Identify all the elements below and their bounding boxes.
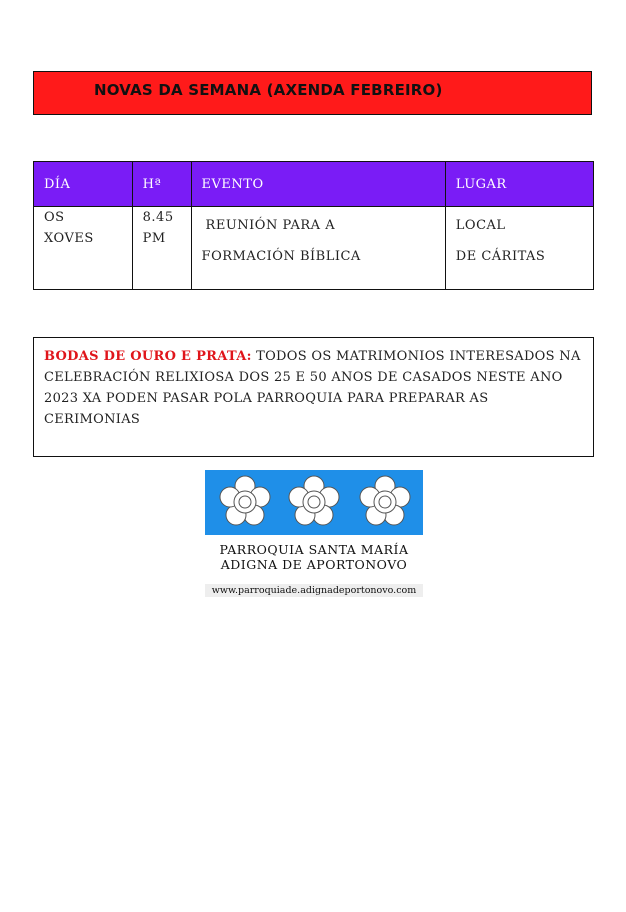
column-header-dia: DÍA: [34, 162, 133, 207]
agenda-table: [33, 161, 594, 290]
logo-line2: ADIGNA DE APORTONOVO: [220, 557, 408, 572]
cell-evento: [191, 207, 445, 290]
logo-text: [205, 542, 423, 572]
table-row: [34, 207, 594, 290]
agenda-header-row: [34, 162, 594, 207]
logo-line1: PARROQUIA SANTA MARÍA: [219, 542, 409, 557]
column-header-lugar: LUGAR: [445, 162, 593, 207]
cell-hora: [132, 207, 191, 290]
cell-lugar-line: DE CÁRITAS: [455, 249, 546, 264]
cell-hora-line: PM: [142, 231, 166, 246]
cell-evento-line: REUNIÓN PARA A: [205, 218, 336, 233]
header-banner: [33, 71, 592, 115]
banner-title: NOVAS DA SEMANA (AXENDA FEBREIRO): [94, 81, 443, 99]
logo-url: www.parroquiade.adignadeportonovo.com: [205, 584, 423, 597]
column-header-evento: EVENTO: [191, 162, 445, 207]
cell-lugar-line: LOCAL: [455, 218, 506, 233]
cell-dia-line: OS: [44, 210, 65, 225]
cell-evento-line: FORMACIÓN BÍBLICA: [201, 249, 361, 264]
notice-box: [33, 337, 594, 457]
cell-hora-line: 8.45: [142, 210, 174, 225]
cell-dia-line: XOVES: [44, 231, 94, 246]
cell-lugar: [445, 207, 593, 290]
rose-icon: [286, 474, 342, 530]
parish-logo: [205, 470, 423, 600]
logo-blue-band: [205, 470, 423, 535]
cell-dia: [34, 207, 133, 290]
rose-icon: [357, 474, 413, 530]
notice-title: BODAS DE OURO E PRATA:: [44, 349, 252, 364]
column-header-hora: Hª: [132, 162, 191, 207]
notice-body: TODOS OS MATRIMONIOS INTERESADOS NA CELEBRACIÓN RELIXIOSA DOS 25 E 50 ANOS DE CASADOS NESTE ANO 2023 XA PODEN PASAR POLA PARROQUIA PARA PREPARAR AS CERIMONIAS: [44, 349, 581, 427]
rose-icon: [217, 474, 273, 530]
